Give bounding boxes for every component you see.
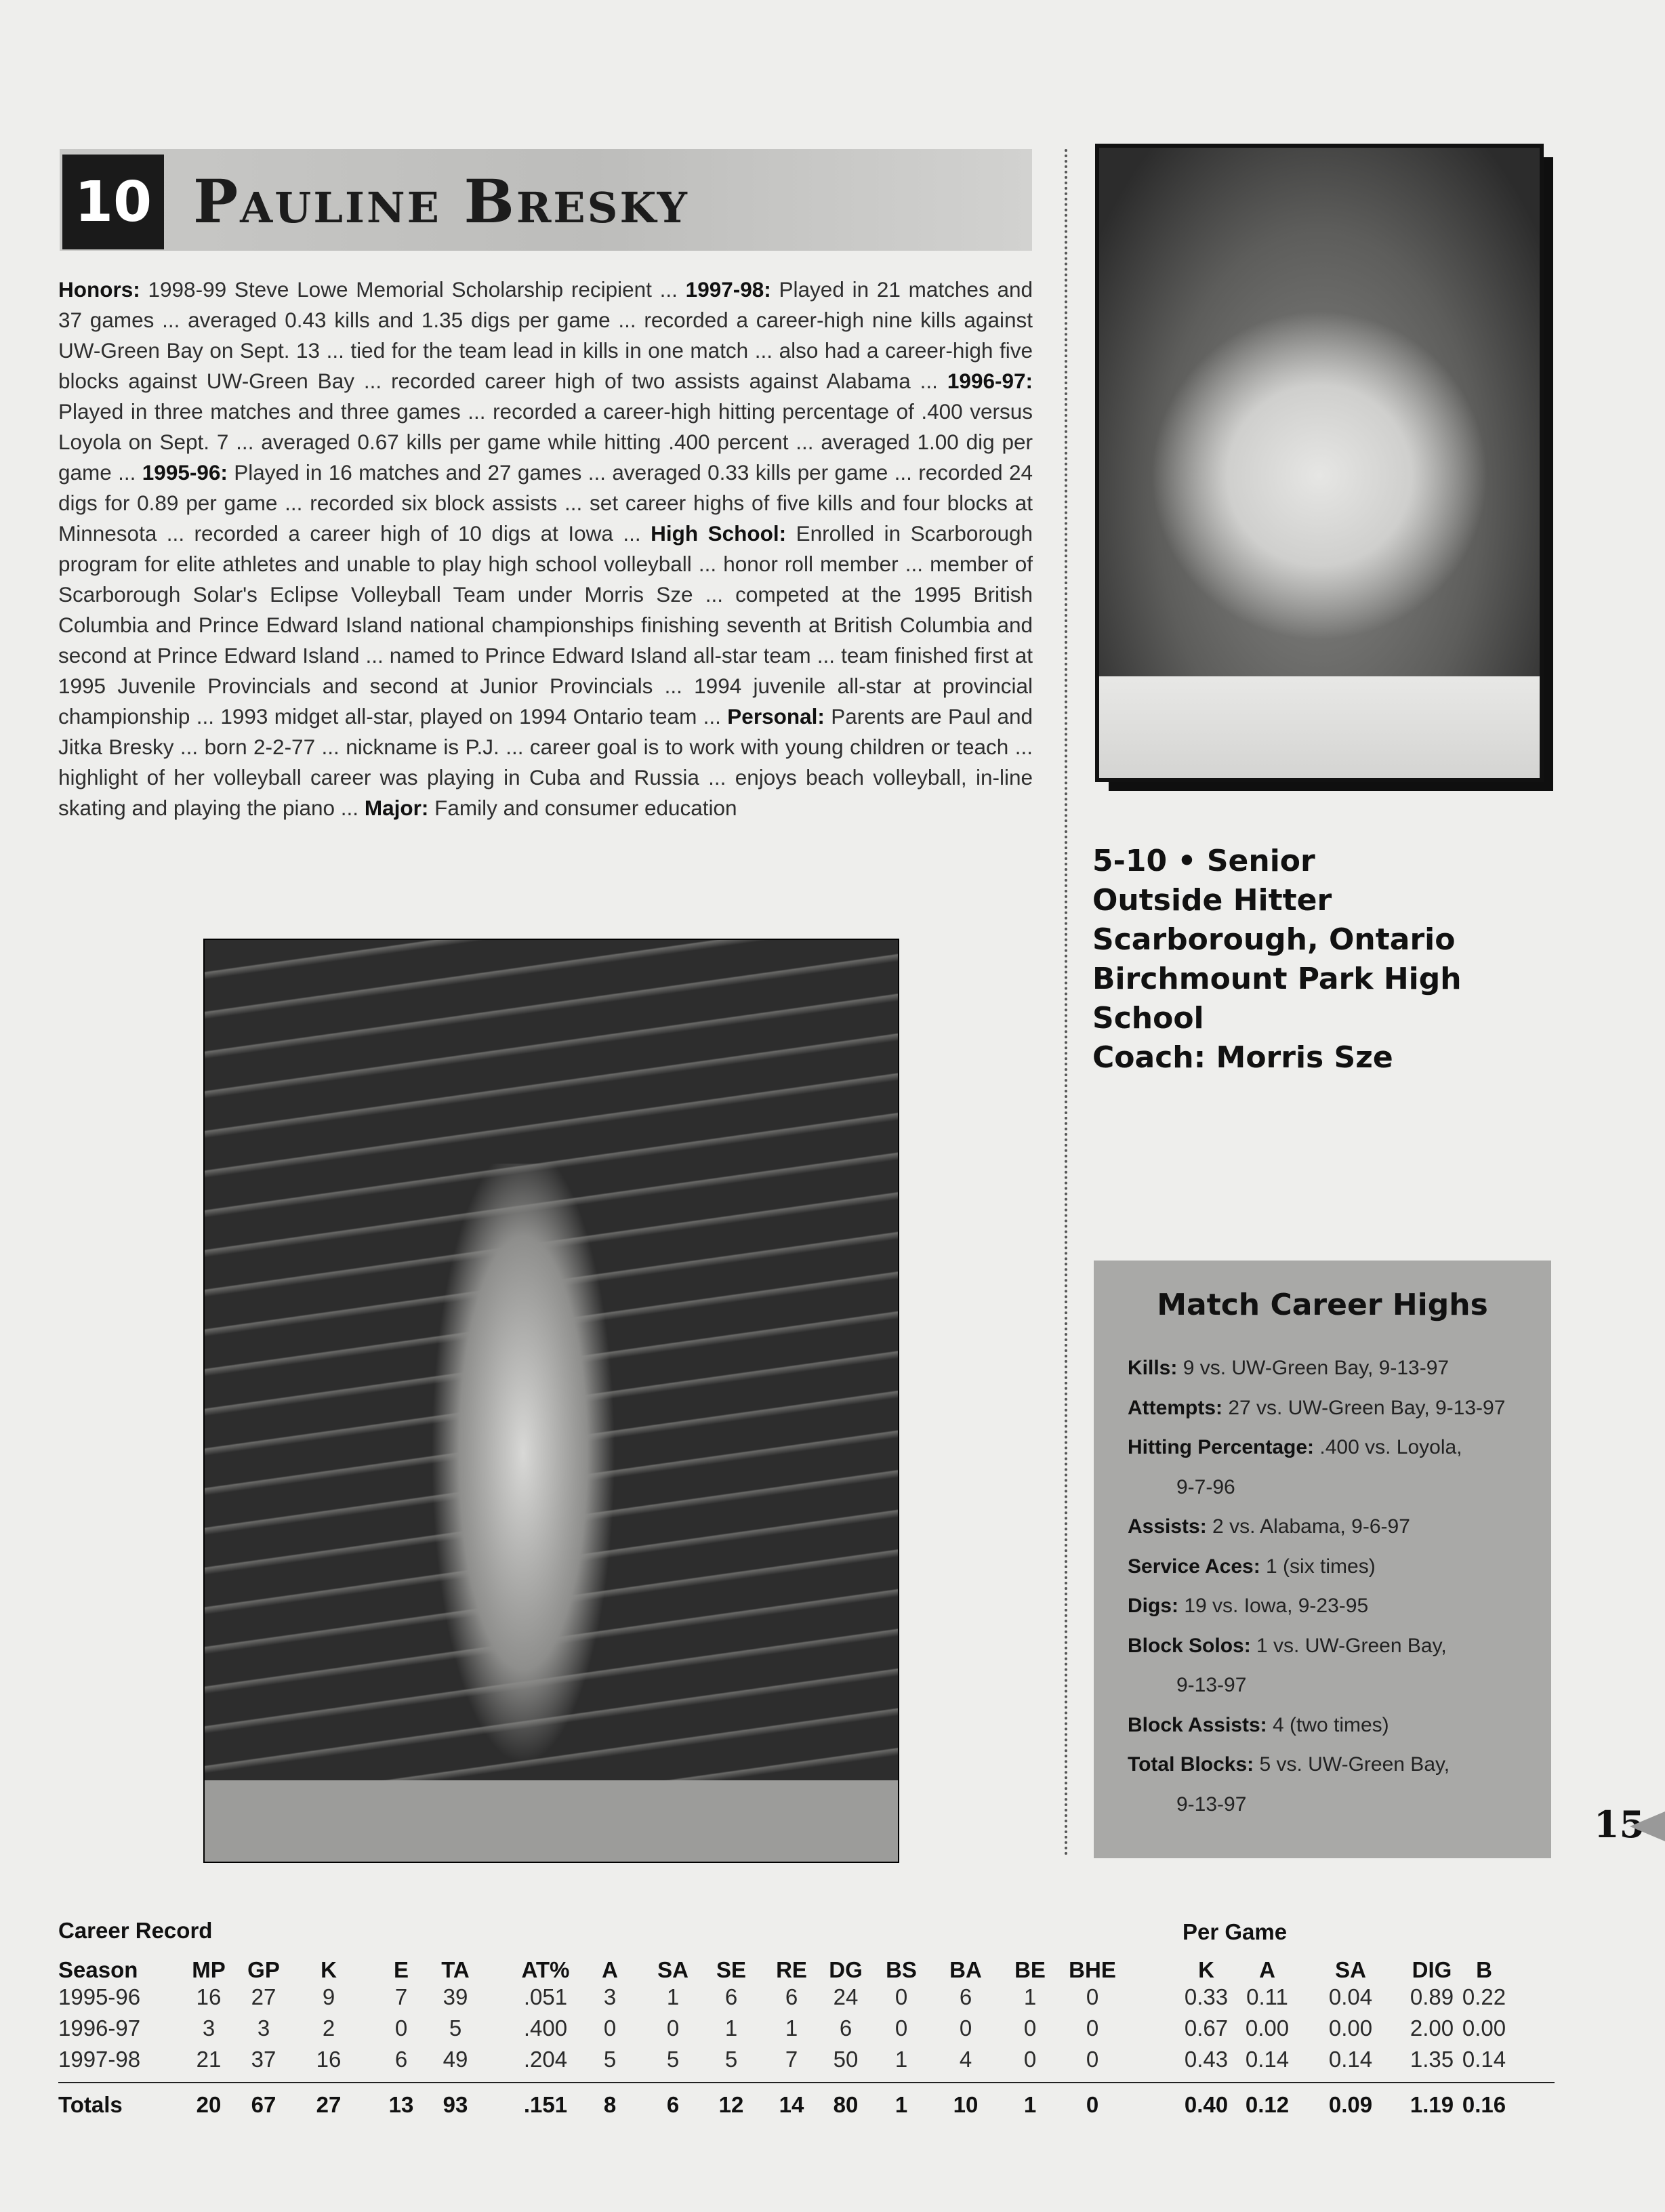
high-item bbox=[1128, 1626, 1534, 1706]
high-label: Assists: bbox=[1128, 1515, 1207, 1538]
season-row-cell: 0 bbox=[666, 2015, 680, 2041]
bio-label: High School: bbox=[651, 521, 787, 546]
header-cell: GP bbox=[247, 1957, 280, 1982]
season-row-cell: 16 bbox=[316, 2047, 342, 2072]
season-row-cell: 50 bbox=[833, 2047, 859, 2072]
header-cell: MP bbox=[192, 1957, 226, 1982]
bio-label: 1995-96: bbox=[142, 460, 228, 485]
player-name: Pauline Bresky bbox=[193, 166, 689, 237]
season-row-cell: 1 bbox=[785, 2015, 798, 2041]
totals-row-cell: 20 bbox=[196, 2092, 222, 2117]
bio-label: Honors: bbox=[58, 277, 140, 302]
season-row-cell: 39 bbox=[443, 1984, 468, 2009]
high-label: Block Assists: bbox=[1128, 1713, 1267, 1736]
season-row-cell: 0.43 bbox=[1184, 2047, 1229, 2072]
totals-row-cell: 0.09 bbox=[1328, 2092, 1373, 2117]
totals-row-cell: 14 bbox=[779, 2092, 804, 2117]
season-row-cell: 6 bbox=[724, 1984, 738, 2009]
season-row-cell: 0 bbox=[1086, 2047, 1099, 2072]
info-coach: Coach: Morris Sze bbox=[1092, 1040, 1393, 1075]
totals-row-cell: 27 bbox=[316, 2092, 342, 2117]
totals-row-cell: 8 bbox=[603, 2092, 617, 2117]
season-row-cell: 5 bbox=[666, 2047, 680, 2072]
high-value: 9 vs. UW-Green Bay, 9-13-97 bbox=[1177, 1357, 1450, 1379]
high-item bbox=[1128, 1349, 1534, 1389]
season-row-cell: 1 bbox=[724, 2015, 738, 2041]
player-info bbox=[1092, 842, 1462, 1078]
headshot-shirt bbox=[1099, 676, 1540, 778]
high-value: 1 vs. UW-Green Bay, bbox=[1250, 1634, 1447, 1657]
info-position: Outside Hitter bbox=[1092, 883, 1332, 918]
high-value: 1 (six times) bbox=[1260, 1555, 1376, 1578]
serving-player bbox=[422, 1164, 625, 1807]
page-number: 15 bbox=[1594, 1803, 1645, 1846]
totals-row-cell: 1 bbox=[1023, 2092, 1037, 2117]
page-arrow-icon bbox=[1630, 1811, 1665, 1841]
header-cell: BS bbox=[886, 1957, 917, 1982]
season-row-cell: 6 bbox=[959, 1984, 972, 2009]
header-cell: K bbox=[321, 1957, 337, 1982]
high-label: Total Blocks: bbox=[1128, 1753, 1254, 1776]
high-value: 4 (two times) bbox=[1267, 1713, 1389, 1736]
player-bio bbox=[58, 274, 1033, 823]
bio-text: Enrolled in Scarborough program for elite athletes and unable to play high school volleyball ... honor roll member ... member of Scarborough Solar's Eclipse Volleyball Team under Morris Sze ... competed at the 1995 British Columbia and Prince Edward Island national championships finishing seventh at British Columbia and second at Prince Edward Island ... named to Prince Edward Island all-star team ... team finished first at 1995 Juvenile Provincials and second at Junior Provincials ... 1994 juvenile all-star at provincial championship ... 1993 midget all-star, played on 1994 Ontario team ... bbox=[58, 521, 1033, 729]
season-row-cell: 0.22 bbox=[1462, 1984, 1506, 2009]
high-label: Block Solos: bbox=[1128, 1634, 1251, 1657]
season-row-cell: 9 bbox=[322, 1984, 335, 2009]
season-row-cell: 6 bbox=[785, 1984, 798, 2009]
season-row-cell: 0.11 bbox=[1246, 1984, 1288, 2009]
season-row-cell: 1 bbox=[1023, 1984, 1037, 2009]
totals-row-cell: 67 bbox=[251, 2092, 276, 2117]
header-cell: SA bbox=[657, 1957, 688, 1982]
header-cell: BE bbox=[1014, 1957, 1046, 1982]
totals-row-cell: 12 bbox=[718, 2092, 744, 2117]
career-record-title: Career Record bbox=[58, 1918, 213, 1943]
high-value: 5 vs. UW-Green Bay, bbox=[1254, 1753, 1450, 1776]
season-row-cell: 1996-97 bbox=[58, 2015, 141, 2041]
season-row-cell: 0 bbox=[895, 1984, 908, 2009]
season-row-cell: 0 bbox=[895, 2015, 908, 2041]
season-row-cell: 0.89 bbox=[1410, 1984, 1454, 2009]
season-row-cell: 6 bbox=[839, 2015, 852, 2041]
bio-text: 1998-99 Steve Lowe Memorial Scholarship recipient ... bbox=[140, 277, 686, 302]
header-cell: TA bbox=[441, 1957, 470, 1982]
totals-row-cell: 0.40 bbox=[1184, 2092, 1229, 2117]
bio-text: Played in three matches and three games ... recorded a career-high hitting percentage of .400 versus Loyola on Sept. 7 ... averaged 0.67 kills per game while hitting .400 percent ... averaged 1.00 dig per game ... bbox=[58, 399, 1033, 485]
season-row-cell: 0 bbox=[1023, 2047, 1037, 2072]
header-cell: A bbox=[602, 1957, 618, 1982]
career-highs-title: Match Career Highs bbox=[1157, 1288, 1488, 1322]
bio-text: Played in 16 matches and 27 games ... averaged 0.33 kills per game ... recorded 24 digs for 0.89 per game ... recorded six block assists ... set career highs of five kills and four blocks at Minnesota ... recorded a career high of 10 digs at Iowa ... bbox=[58, 460, 1033, 546]
header-cell: AT% bbox=[521, 1957, 570, 1982]
high-item bbox=[1128, 1547, 1534, 1587]
season-row-cell: 0.04 bbox=[1328, 1984, 1373, 2009]
totals-row-cell: 93 bbox=[443, 2092, 468, 2117]
season-row-cell: 0 bbox=[959, 2015, 972, 2041]
season-row-cell: 5 bbox=[449, 2015, 462, 2041]
high-label: Hitting Percentage: bbox=[1128, 1436, 1315, 1458]
season-row-cell: 0 bbox=[1086, 2015, 1099, 2041]
totals-row-cell: 10 bbox=[953, 2092, 979, 2117]
bio-text: Played in 21 matches and 37 games ... averaged 0.43 kills and 1.35 digs per game ... recorded a career-high nine kills against UW-Green Bay on Sept. 13 ... tied for the team lead in kills in one match ... also had a career-high five blocks against UW-Green Bay ... recorded career high of two assists against Alabama ... bbox=[58, 277, 1033, 393]
bio-label: Major: bbox=[364, 796, 429, 820]
season-row-cell: 16 bbox=[196, 1984, 222, 2009]
header-cell: E bbox=[393, 1957, 409, 1982]
header-cell: Season bbox=[58, 1957, 138, 1982]
high-item bbox=[1128, 1706, 1534, 1746]
season-row-cell: 1 bbox=[895, 2047, 908, 2072]
season-row-cell: 37 bbox=[251, 2047, 276, 2072]
season-row-cell: 0.14 bbox=[1328, 2047, 1373, 2072]
jersey-number: 10 bbox=[62, 155, 164, 249]
totals-row-cell: 0 bbox=[1086, 2092, 1099, 2117]
high-value: 27 vs. UW-Green Bay, 9-13-97 bbox=[1222, 1396, 1506, 1419]
header-cell: B bbox=[1476, 1957, 1492, 1982]
header-cell: BA bbox=[949, 1957, 982, 1982]
season-row-cell: 0 bbox=[603, 2015, 617, 2041]
season-row-cell: 1.35 bbox=[1410, 2047, 1454, 2072]
career-highs-box bbox=[1094, 1261, 1551, 1858]
per-game-title: Per Game bbox=[1183, 1919, 1288, 1944]
bio-label: 1997-98: bbox=[685, 277, 771, 302]
season-row-cell: 7 bbox=[785, 2047, 798, 2072]
season-row-cell: 7 bbox=[394, 1984, 408, 2009]
season-row-cell: .051 bbox=[523, 1984, 568, 2009]
season-row-cell: 0 bbox=[1023, 2015, 1037, 2041]
header-cell: SE bbox=[716, 1957, 747, 1982]
high-label: Attempts: bbox=[1128, 1396, 1222, 1419]
info-height-class: 5-10 • Senior bbox=[1092, 844, 1315, 878]
season-row-cell: .204 bbox=[523, 2047, 568, 2072]
season-row-cell: 1997-98 bbox=[58, 2047, 141, 2072]
season-row-cell: 27 bbox=[251, 1984, 276, 2009]
season-row-cell: 1995-96 bbox=[58, 1984, 141, 2009]
season-row-cell: 3 bbox=[257, 2015, 270, 2041]
high-label: Digs: bbox=[1128, 1595, 1178, 1617]
action-photo bbox=[203, 939, 899, 1863]
season-row-cell: 5 bbox=[603, 2047, 617, 2072]
season-row-cell: 5 bbox=[724, 2047, 738, 2072]
season-row-cell: 21 bbox=[196, 2047, 222, 2072]
high-item bbox=[1128, 1586, 1534, 1626]
header-cell: K bbox=[1198, 1957, 1214, 1982]
headshot-photo bbox=[1095, 144, 1544, 782]
totals-row-cell: 1 bbox=[895, 2092, 908, 2117]
season-row-cell: 0.00 bbox=[1328, 2015, 1373, 2041]
season-row-cell: 0.67 bbox=[1184, 2015, 1229, 2041]
header-cell: A bbox=[1259, 1957, 1275, 1982]
season-row-cell: 3 bbox=[603, 1984, 617, 2009]
info-school: Birchmount Park High bbox=[1092, 962, 1462, 996]
career-highs-list bbox=[1128, 1349, 1534, 1824]
high-item bbox=[1128, 1745, 1534, 1824]
season-row-cell: 2.00 bbox=[1410, 2015, 1454, 2041]
season-row-cell: 4 bbox=[959, 2047, 972, 2072]
info-school-cont: School bbox=[1092, 1001, 1204, 1036]
high-value: 2 vs. Alabama, 9-6-97 bbox=[1206, 1515, 1410, 1538]
bio-text: Parents are Paul and Jitka Bresky ... born 2-2-77 ... nickname is P.J. ... career goal is to work with young children or teach ... highlight of her volleyball career was playing in Cuba and Russia ... enjoys beach volleyball, in-line skating and playing the piano ... bbox=[58, 704, 1033, 820]
high-label: Service Aces: bbox=[1128, 1555, 1260, 1578]
totals-row-cell: 80 bbox=[833, 2092, 859, 2117]
high-item bbox=[1128, 1428, 1534, 1507]
high-value-cont: 9-7-96 bbox=[1176, 1475, 1235, 1498]
season-row-cell: 0.00 bbox=[1462, 2015, 1506, 2041]
season-row-cell: 0 bbox=[1086, 1984, 1099, 2009]
header-cell: DG bbox=[829, 1957, 863, 1982]
totals-row-cell: Totals bbox=[58, 2092, 123, 2117]
high-value-cont: 9-13-97 bbox=[1176, 1793, 1247, 1816]
season-row-cell: 0.14 bbox=[1462, 2047, 1506, 2072]
totals-row-cell: .151 bbox=[523, 2092, 568, 2117]
season-row-cell: 2 bbox=[322, 2015, 335, 2041]
season-row-cell: 49 bbox=[443, 2047, 468, 2072]
high-item bbox=[1128, 1389, 1534, 1429]
season-row-cell: 0.00 bbox=[1245, 2015, 1290, 2041]
column-divider bbox=[1065, 149, 1067, 1857]
high-value: 19 vs. Iowa, 9-23-95 bbox=[1178, 1595, 1369, 1617]
high-item bbox=[1128, 1507, 1534, 1547]
season-row-cell: .400 bbox=[523, 2015, 568, 2041]
season-row-cell: 0 bbox=[394, 2015, 408, 2041]
header-cell: SA bbox=[1335, 1957, 1366, 1982]
season-row-cell: 24 bbox=[833, 1984, 859, 2009]
totals-row-cell: 6 bbox=[666, 2092, 680, 2117]
totals-rule bbox=[58, 2082, 1555, 2083]
high-value: .400 vs. Loyola, bbox=[1314, 1436, 1462, 1458]
bio-label: 1996-97: bbox=[947, 369, 1033, 393]
totals-row-cell: 0.12 bbox=[1245, 2092, 1290, 2117]
header-cell: DIG bbox=[1412, 1957, 1452, 1982]
totals-row-cell: 13 bbox=[388, 2092, 414, 2117]
header-cell: RE bbox=[776, 1957, 807, 1982]
season-row-cell: 0.33 bbox=[1184, 1984, 1229, 2009]
season-row-cell: 0.14 bbox=[1245, 2047, 1290, 2072]
header-cell: BHE bbox=[1069, 1957, 1116, 1982]
season-row-cell: 6 bbox=[394, 2047, 408, 2072]
bio-text: Family and consumer education bbox=[428, 796, 737, 820]
bio-label: Personal: bbox=[727, 704, 825, 729]
season-row-cell: 3 bbox=[202, 2015, 215, 2041]
season-row-cell: 1 bbox=[666, 1984, 680, 2009]
totals-row-cell: 0.16 bbox=[1462, 2092, 1506, 2117]
info-hometown: Scarborough, Ontario bbox=[1092, 922, 1456, 957]
high-value-cont: 9-13-97 bbox=[1176, 1674, 1247, 1696]
high-label: Kills: bbox=[1128, 1357, 1178, 1379]
totals-row-cell: 1.19 bbox=[1410, 2092, 1454, 2117]
